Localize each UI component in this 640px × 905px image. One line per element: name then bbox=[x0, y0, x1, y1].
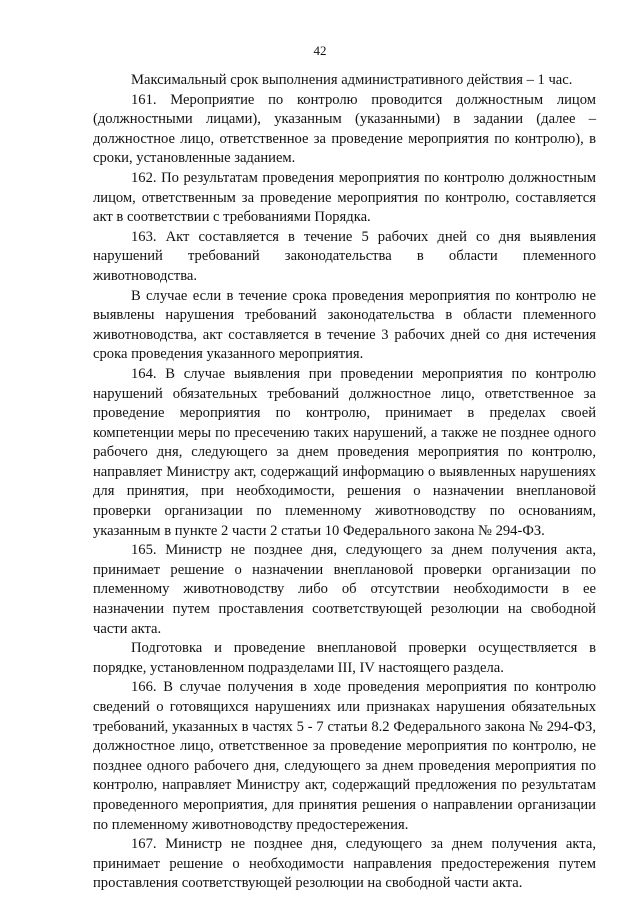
paragraph-162: 162. По результатам проведения мероприятия по контролю должностным лицом, ответственным за проведение мероприятия по контролю, составляется акт в соответствии с требованиями Порядка. bbox=[93, 169, 596, 226]
document-body bbox=[93, 71, 596, 894]
paragraph-167: 167. Министр не позднее дня, следующего за днем получения акта, принимает решение о необходимости направления предостережения путем проставления соответствующей резолюции на свободной части акта. bbox=[93, 836, 596, 892]
paragraph-163: 163. Акт составляется в течение 5 рабочих дней со дня выявления нарушений требований законодательства в области племенного животноводства. bbox=[93, 228, 596, 284]
paragraph-166: 166. В случае получения в ходе проведения мероприятия по контролю сведений о готовящихся нарушениях или признаках нарушения обязательных требований, указанных в частях 5 - 7 статьи 8.2 Федерального закона № 294-ФЗ, должностное лицо, ответственное за проведение мероприятия по контролю, не позднее одного рабочего дня, следующего за днем проведения мероприятия по контролю, направляет Министру акт, содержащий предложения по результатам проведенного мероприятия, для принятия решения о направлении организации по племенному животноводству предостережения. bbox=[93, 679, 596, 833]
paragraph-165: 165. Министр не позднее дня, следующего за днем получения акта, принимает решение о назначении внеплановой проверки организации по племенному животноводству либо об отсутствии необходимости в ее назначении путем проставления соответствующей резолюции на свободной части акта. bbox=[93, 542, 596, 637]
page-number: 42 bbox=[313, 43, 327, 58]
paragraph-max-duration: Максимальный срок выполнения административного действия – 1 час. bbox=[131, 72, 573, 88]
paragraph-164: 164. В случае выявления при проведении мероприятия по контролю нарушений обязательных требований должностное лицо, ответственное за проведение мероприятия по контролю, принимает в пределах своей компетенции меры по пресечению таких нарушений, а также не позднее одного рабочего дня, следующего за днем проведения мероприятия по контролю, направляет Министру акт, содержащий информацию о выявленных нарушениях для принятия, при необходимости, решения о назначении внеплановой проверки организации по племенному животноводству по основаниям, указанным в пункте 2 части 2 статьи 10 Федерального закона № 294-ФЗ. bbox=[93, 365, 596, 539]
paragraph-163-continued: В случае если в течение срока проведения мероприятия по контролю не выявлены нарушения требований законодательства в области племенного животноводства, акт составляется в течение 3 рабочих дней со дня истечения срока проведения указанного мероприятия. bbox=[93, 287, 596, 363]
paragraph-165-continued: Подготовка и проведение внеплановой проверки осуществляется в порядке, установленном подразделами III, IV настоящего раздела. bbox=[93, 640, 596, 676]
paragraph-161: 161. Мероприятие по контролю проводится должностным лицом (должностными лицами), указанным (указанными) в задании (далее – должностное лицо, ответственное за проведение мероприятия по контролю), в сроки, установленные заданием. bbox=[93, 91, 596, 167]
